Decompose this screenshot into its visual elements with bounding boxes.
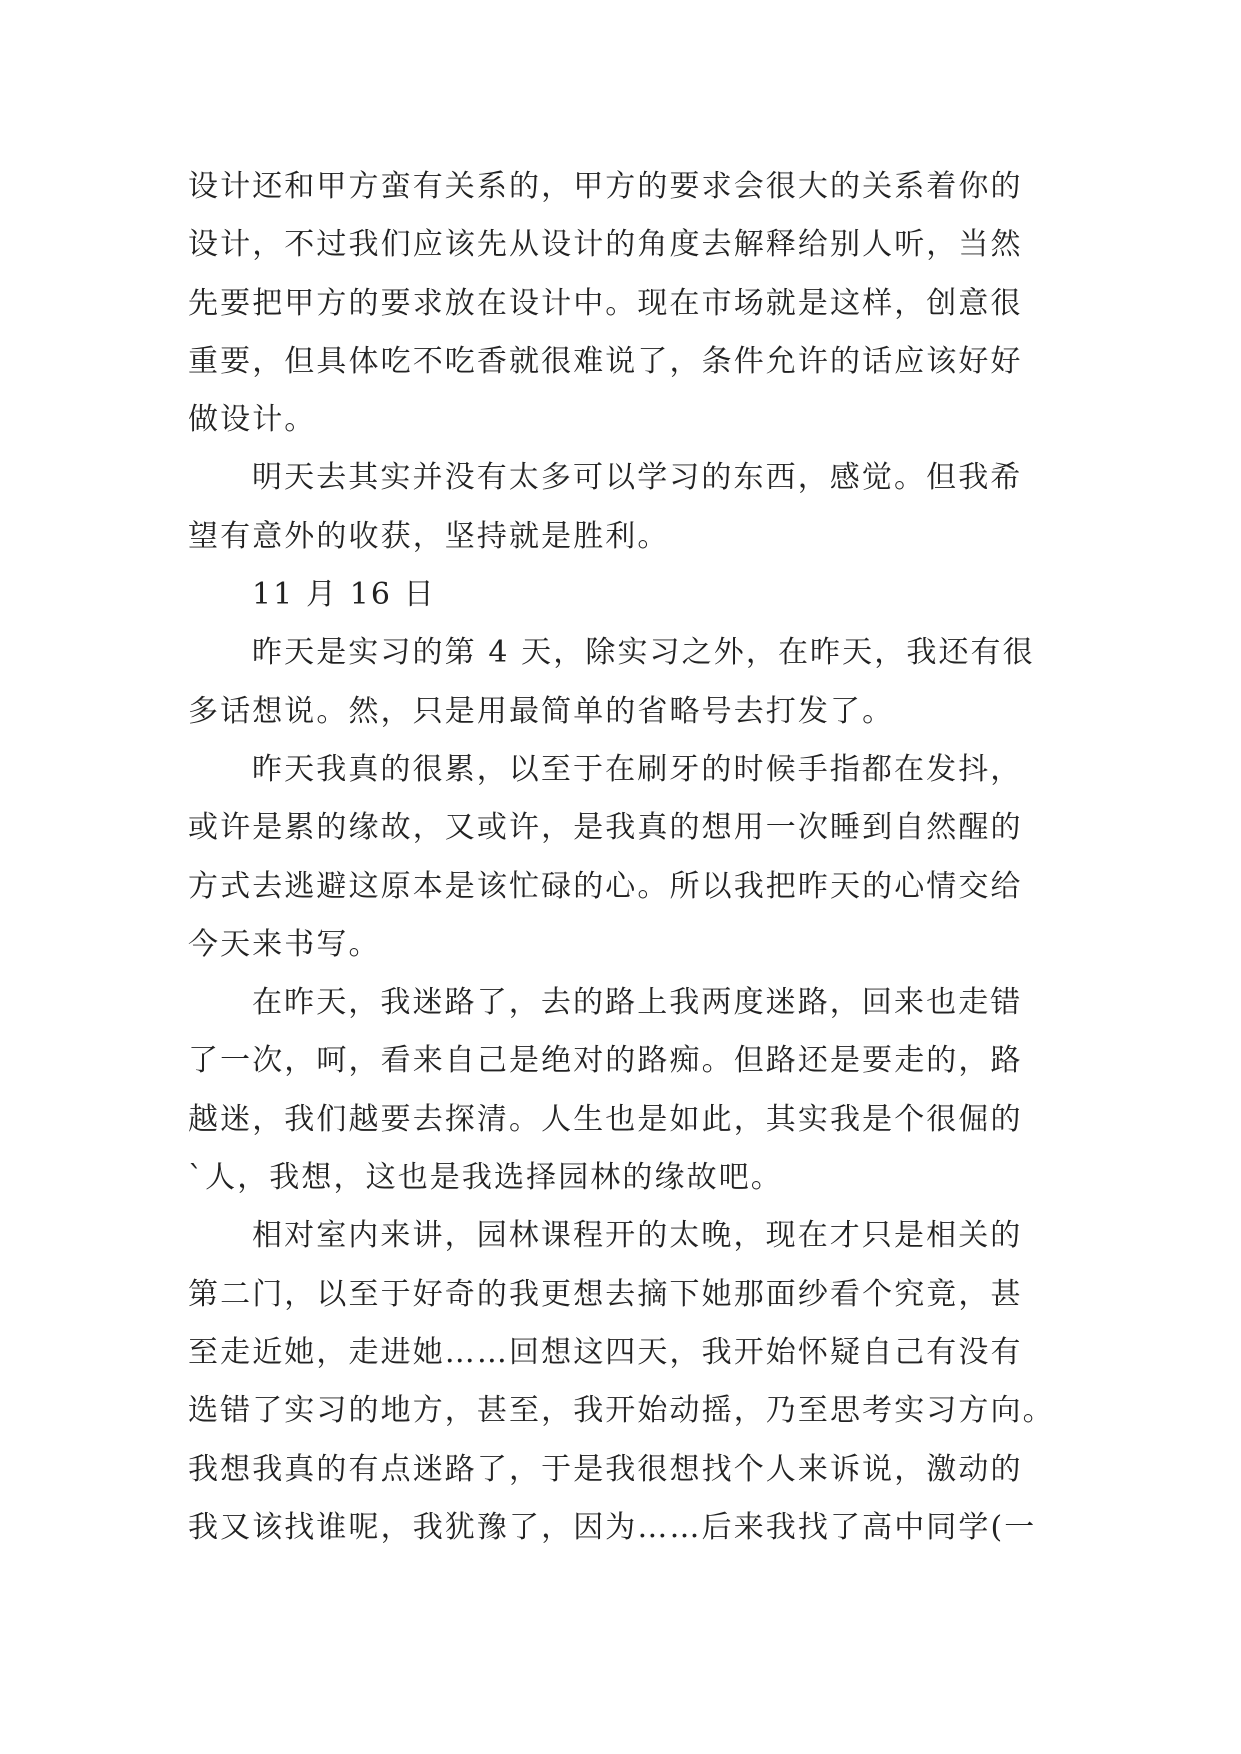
text-line-continued: 我想我真的有点迷路了，于是我很想找个人来诉说，激动的 (188, 1451, 1023, 1487)
paragraph-5 (188, 974, 1054, 1207)
paragraph-3 (188, 624, 1054, 741)
text-line: 昨天我真的很累，以至于在刷牙的时候手指都在发抖， (252, 751, 1023, 787)
text-line-continued: 或许是累的缘故，又或许，是我真的想用一次睡到自然醒的 (188, 810, 1023, 846)
text-line-continued: 越迷，我们越要去探清。人生也是如此，其实我是个很倔的 (188, 1101, 1023, 1137)
text-line-continued: 望有意外的收获，坚持就是胜利。 (188, 518, 670, 554)
text-line-continued: 今天来书写。 (188, 926, 381, 962)
text-line: 明天去其实并没有太多可以学习的东西，感觉。但我希 (252, 460, 1023, 496)
text-line-continued: 我又该找谁呢，我犹豫了，因为……后来我找了高中同学(一 (188, 1509, 1037, 1545)
date-line: 11 月 16 日 (252, 577, 436, 613)
paragraph-4 (188, 741, 1054, 974)
text-line: 做设计。 (188, 402, 317, 438)
text-line: 昨天是实习的第 4 天，除实习之外，在昨天，我还有很 (252, 635, 1035, 671)
text-line-continued: 了一次，呵，看来自己是绝对的路痴。但路还是要走的，路 (188, 1043, 1023, 1079)
text-line-continued: 至走近她，走进她……回想这四天，我开始怀疑自己有没有 (188, 1334, 1023, 1370)
paragraph-2 (188, 449, 1054, 566)
date-heading (188, 566, 1054, 624)
text-line: 先要把甲方的要求放在设计中。现在市场就是这样，创意很 (188, 285, 1023, 321)
paragraph-1 (188, 158, 1054, 449)
text-line: 在昨天，我迷路了，去的路上我两度迷路，回来也走错 (252, 985, 1023, 1021)
text-line-continued: 多话想说。然，只是用最简单的省略号去打发了。 (188, 693, 895, 729)
paragraph-6 (188, 1207, 1054, 1557)
text-line: 相对室内来讲，园林课程开的太晚，现在才只是相关的 (252, 1218, 1023, 1254)
text-line: 重要，但具体吃不吃香就很难说了，条件允许的话应该好好 (188, 343, 1023, 379)
document-body (188, 158, 1054, 1557)
text-line: 设计还和甲方蛮有关系的，甲方的要求会很大的关系着你的 (188, 169, 1023, 204)
text-line-continued: `人，我想，这也是我选择园林的缘故吧。 (188, 1160, 783, 1196)
text-line-continued: 第二门，以至于好奇的我更想去摘下她那面纱看个究竟，甚 (188, 1276, 1023, 1312)
text-line-continued: 方式去逃避这原本是该忙碌的心。所以我把昨天的心情交给 (188, 868, 1023, 904)
text-line-continued: 选错了实习的地方，甚至，我开始动摇，乃至思考实习方向。 (188, 1393, 1055, 1429)
text-line: 设计，不过我们应该先从设计的角度去解释给别人听，当然 (188, 227, 1023, 263)
